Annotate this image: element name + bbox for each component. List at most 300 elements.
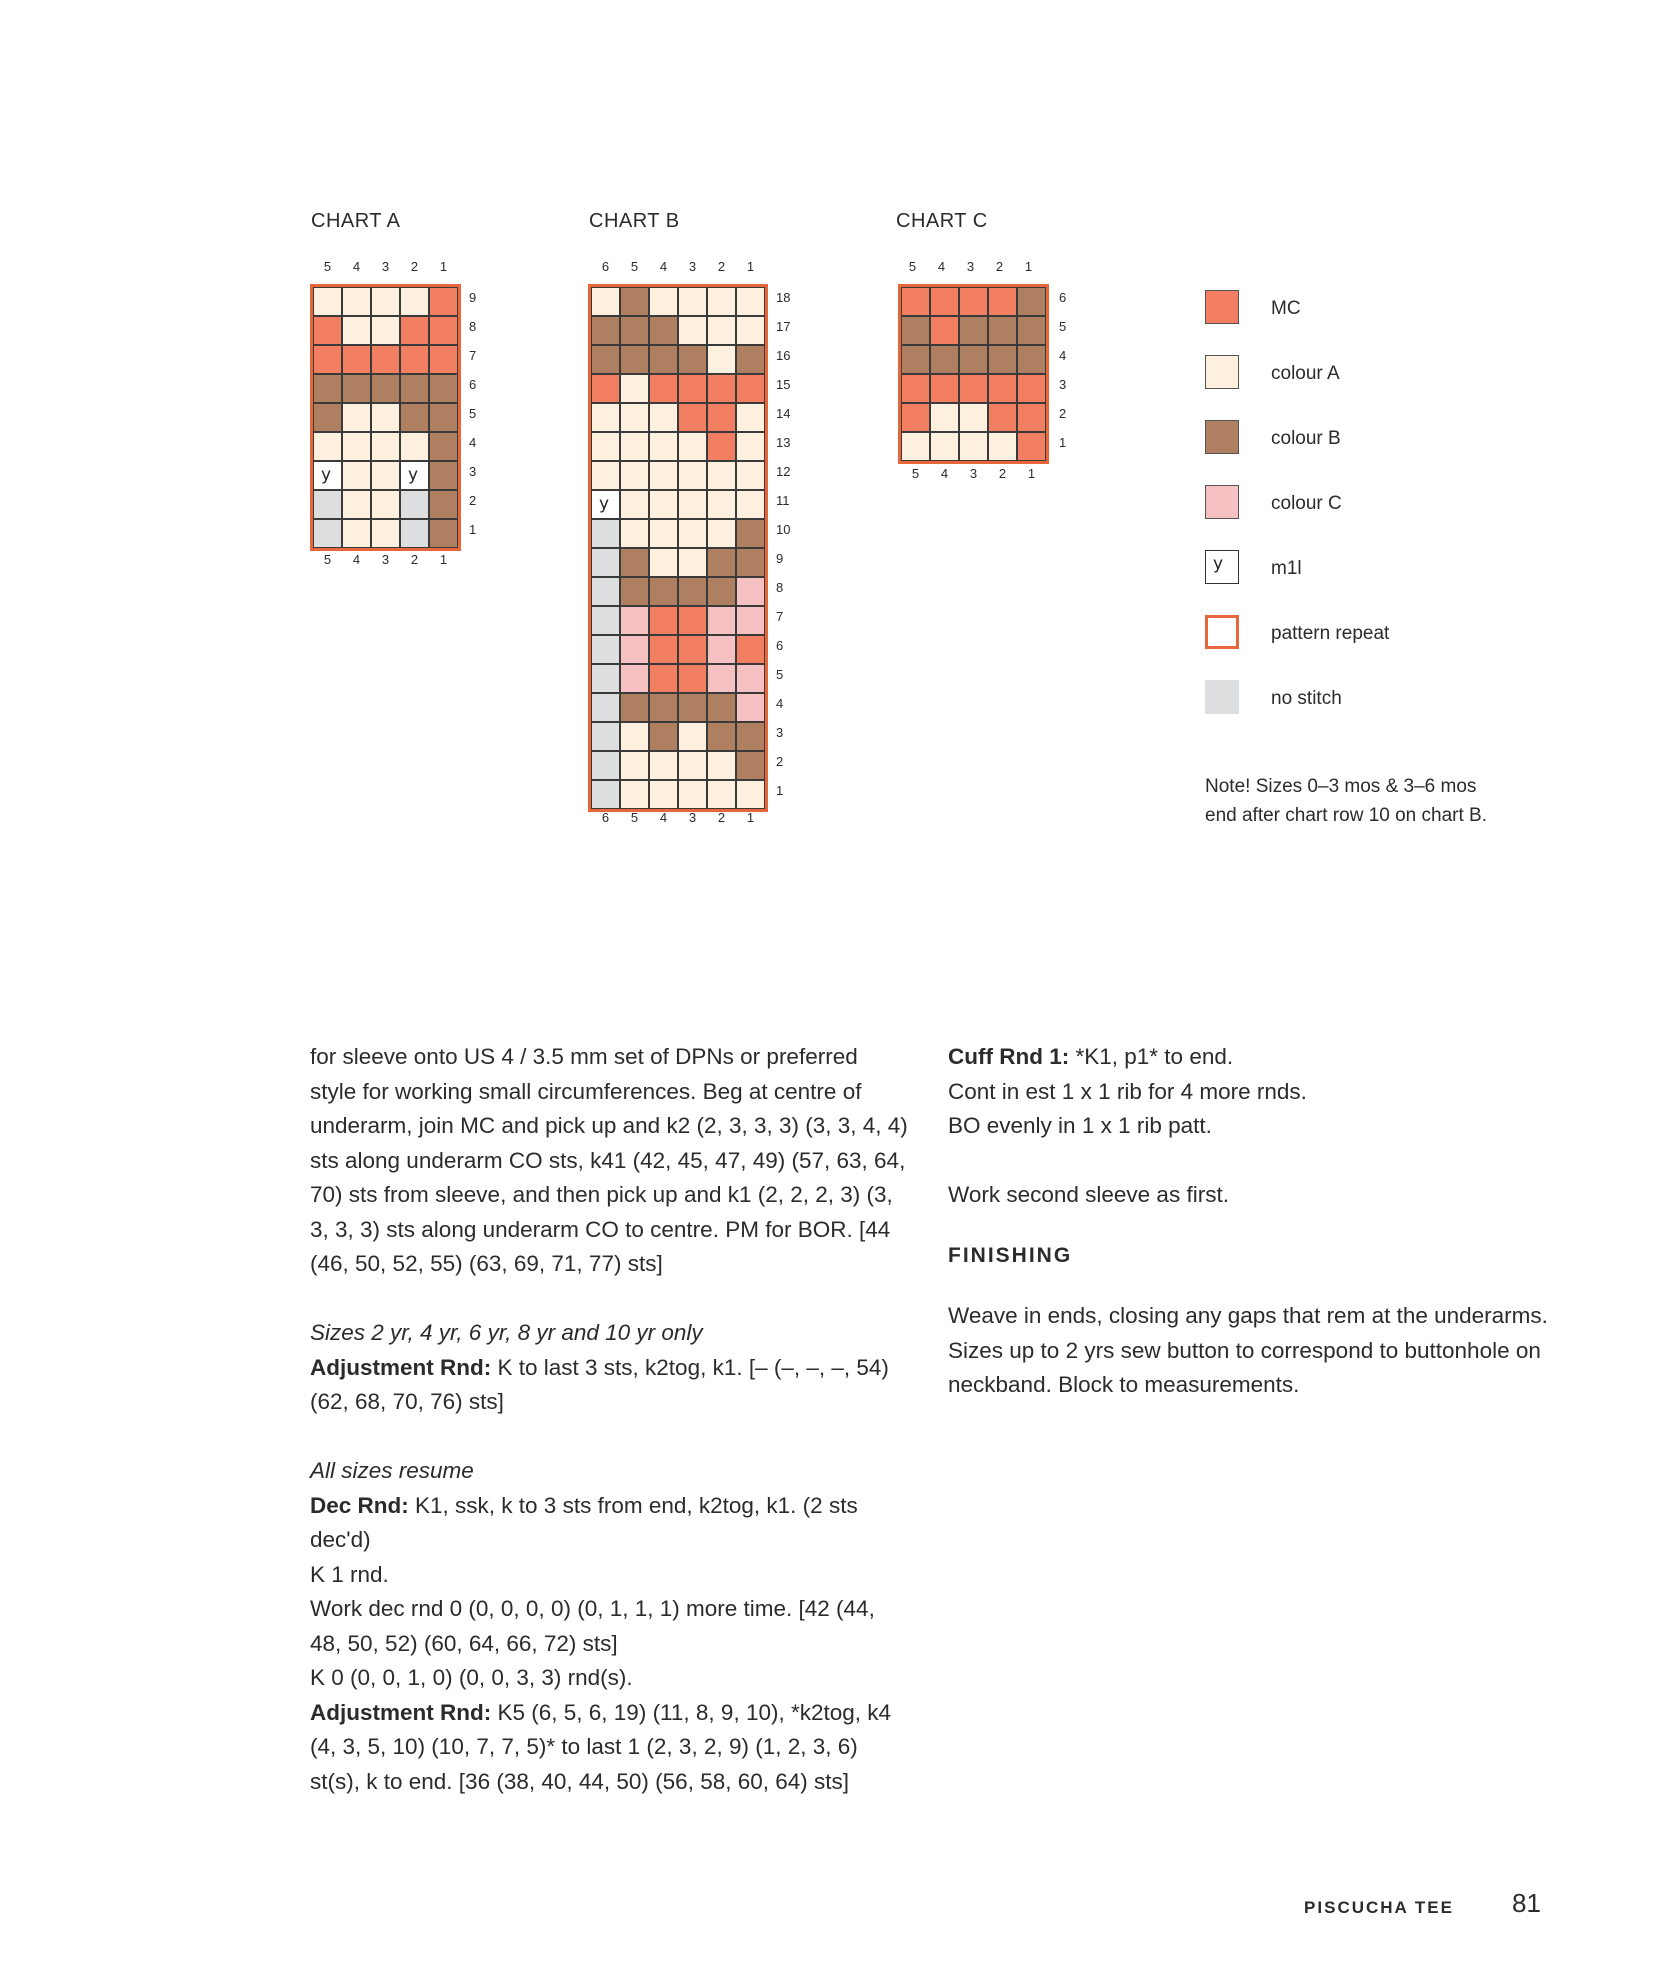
chartB-cell-r15-c3 [678,374,707,403]
chartB-cell-r7-c3 [678,606,707,635]
work-dec-rnd: Work dec rnd 0 (0, 0, 0, 0) (0, 1, 1, 1) more time. [42 (44, 48, 50, 52) (60, 64, 66, 72) sts] [310,1596,875,1656]
chartB-cell-r6-c5 [620,635,649,664]
chartC-cell-r6-c4 [930,287,959,316]
chartC-cell-r4-c1 [1017,345,1046,374]
legend-item-MC [1205,290,1605,330]
chartB-cell-r9-c2 [707,548,736,577]
chartC-row-number: 5 [1059,319,1067,334]
chartB-cell-r17-c4 [649,316,678,345]
chartA-cell-r7-c5 [313,345,342,374]
adjustment-rnd-2 [310,1696,910,1800]
chartC-row-number: 6 [1059,290,1067,305]
chartB-cell-r6-c1 [736,635,765,664]
chartB-cell-r3-c2 [707,722,736,751]
chart-c-grid [898,284,1049,464]
chartB-cell-r13-c5 [620,432,649,461]
chartA-row-number: 9 [469,290,477,305]
chartC-cell-r3-c4 [930,374,959,403]
chartB-row-number: 2 [776,754,784,769]
chartA-cell-r3-c3 [371,461,400,490]
chartC-row-number: 4 [1059,348,1067,363]
chartA-cell-r3-c1 [429,461,458,490]
chartA-cell-r1-c1 [429,519,458,548]
chartB-cell-r13-c3 [678,432,707,461]
chartA-cell-r2-c2 [400,490,429,519]
chartC-cell-r4-c3 [959,345,988,374]
adjustment-rnd-2-text: K5 (6, 5, 6, 19) (11, 8, 9, 10), *k2tog, k4 (4, 3, 5, 10) (10, 7, 7, 5)* to last 1 (2, 3, 2, 9) (1, 2, 3, 6) st(s), k to end. [36 (38, 40, 44, 50) (56, 58, 60, 64) sts] [310,1699,892,1794]
chartA-cell-r4-c2 [400,432,429,461]
chartC-cell-r1-c1 [1017,432,1046,461]
chartB-cell-r12-c1 [736,461,765,490]
legend-label: colour B [1271,428,1341,449]
chartB-row-number: 17 [776,319,791,334]
chartC-col-number: 3 [969,466,978,481]
chartA-col-number: 4 [352,259,361,274]
chartB-cell-r16-c6 [591,345,620,374]
adjustment-rnd-1-text: K to last 3 sts, k2tog, k1. [– (–, –, –, 54) (62, 68, 70, 76) sts] [310,1354,889,1414]
chartA-row-number: 8 [469,319,477,334]
chartB-cell-r5-c6 [591,664,620,693]
chartC-col-number: 4 [940,466,949,481]
chartA-cell-r9-c3 [371,287,400,316]
chartB-col-number: 1 [746,810,755,825]
chartA-cell-r6-c5 [313,374,342,403]
chartB-cell-r12-c4 [649,461,678,490]
chartB-cell-r4-c4 [649,693,678,722]
chartB-cell-r2-c5 [620,751,649,780]
chartB-cell-r13-c4 [649,432,678,461]
chartA-cell-r2-c3 [371,490,400,519]
chartA-cell-r5-c2 [400,403,429,432]
chartB-cell-r14-c2 [707,403,736,432]
chartB-row-number: 6 [776,638,784,653]
chartB-col-number: 6 [601,259,610,274]
chartB-cell-r18-c2 [707,287,736,316]
chartB-cell-r10-c2 [707,519,736,548]
chartB-row-number: 7 [776,609,784,624]
chartA-cell-r1-c4 [342,519,371,548]
chartB-cell-r18-c6 [591,287,620,316]
legend-item-colour-B [1205,420,1605,460]
chartB-cell-r13-c1 [736,432,765,461]
chartC-cell-r3-c5 [901,374,930,403]
chartB-row-number: 12 [776,464,791,479]
chartB-cell-r12-c6 [591,461,620,490]
chartC-cell-r5-c3 [959,316,988,345]
chartB-cell-r17-c1 [736,316,765,345]
chartB-cell-r17-c6 [591,316,620,345]
chartA-cell-r6-c3 [371,374,400,403]
chartA-cell-r7-c3 [371,345,400,374]
chartA-row-number: 2 [469,493,477,508]
cuff-rnd-text: *K1, p1* to end. [1069,1044,1234,1069]
dec-rnd [310,1489,910,1558]
left-text-column [310,1040,910,1799]
chartC-cell-r2-c1 [1017,403,1046,432]
chartB-cell-r3-c5 [620,722,649,751]
chartB-cell-r10-c6 [591,519,620,548]
chartB-cell-r7-c5 [620,606,649,635]
chartB-row-number: 11 [776,493,790,508]
adjustment-rnd-1 [310,1351,910,1420]
chartB-cell-r11-c5 [620,490,649,519]
chartC-col-number: 2 [998,466,1007,481]
chartA-col-number: 4 [352,552,361,567]
chartC-cell-r4-c5 [901,345,930,374]
chartB-cell-r17-c2 [707,316,736,345]
chartB-cell-r8-c1 [736,577,765,606]
chartB-cell-r16-c4 [649,345,678,374]
note-line-1: Note! Sizes 0–3 mos & 3–6 mos [1205,776,1477,797]
chartA-cell-r1-c5 [313,519,342,548]
chartB-cell-r9-c5 [620,548,649,577]
chartC-cell-r6-c1 [1017,287,1046,316]
cuff-rnd-label: Cuff Rnd 1: [948,1044,1070,1069]
chartB-cell-r14-c1 [736,403,765,432]
note-line-2: end after chart row 10 on chart B. [1205,805,1487,826]
chart-a-title: CHART A [311,210,401,232]
chartB-cell-r10-c5 [620,519,649,548]
legend-swatch [1205,680,1239,714]
chartB-cell-r14-c6 [591,403,620,432]
chartC-col-number: 1 [1024,259,1033,274]
chartB-cell-r5-c3 [678,664,707,693]
chartB-row-number: 18 [776,290,791,305]
chartB-cell-r3-c1 [736,722,765,751]
chartC-cell-r1-c4 [930,432,959,461]
chartB-col-number: 5 [630,810,639,825]
chartB-cell-r2-c2 [707,751,736,780]
legend-item-m1l [1205,550,1605,590]
chartA-cell-r5-c3 [371,403,400,432]
chartB-cell-r16-c3 [678,345,707,374]
chartC-col-number: 5 [908,259,917,274]
adjustment-rnd-2-label: Adjustment Rnd: [310,1699,492,1725]
chartB-cell-r1-c5 [620,780,649,809]
chartB-cell-r16-c2 [707,345,736,374]
chartA-row-number: 3 [469,464,477,479]
chartB-cell-r8-c5 [620,577,649,606]
chartC-cell-r6-c2 [988,287,1017,316]
chartC-cell-r6-c3 [959,287,988,316]
sizes-subheading: Sizes 2 yr, 4 yr, 6 yr, 8 yr and 10 yr only [310,1320,703,1345]
chartB-cell-r1-c1 [736,780,765,809]
chartA-cell-r4-c5 [313,432,342,461]
finishing-text: Weave in ends, closing any gaps that rem at the underarms. Sizes up to 2 yrs sew button to correspond to buttonhole on neckband. Block to measurements. [948,1303,1548,1397]
chartB-cell-r15-c1 [736,374,765,403]
chartC-cell-r6-c5 [901,287,930,316]
chartA-cell-r4-c3 [371,432,400,461]
chartA-col-number: 5 [323,259,332,274]
chartB-row-number: 14 [776,406,791,421]
chartA-cell-r9-c4 [342,287,371,316]
chartC-cell-r5-c1 [1017,316,1046,345]
chartB-cell-r10-c4 [649,519,678,548]
chart-note [1205,772,1487,830]
chartB-row-number: 3 [776,725,784,740]
page-number: 81 [1512,1888,1541,1918]
k0-rnds: K 0 (0, 0, 1, 0) (0, 0, 3, 3) rnd(s). [310,1665,633,1690]
chartA-cell-r7-c1 [429,345,458,374]
second-sleeve: Work second sleeve as first. [948,1182,1229,1207]
chartB-row-number: 15 [776,377,791,392]
chartB-cell-r2-c4 [649,751,678,780]
chartB-cell-r4-c3 [678,693,707,722]
chartA-cell-r5-c5 [313,403,342,432]
legend-item-pattern-repeat [1205,615,1605,655]
chartB-cell-r5-c1 [736,664,765,693]
cuff-rnd [948,1040,1548,1075]
chartC-cell-r2-c2 [988,403,1017,432]
chartA-cell-r2-c1 [429,490,458,519]
chartC-cell-r5-c5 [901,316,930,345]
chartA-cell-r6-c4 [342,374,371,403]
legend-label: colour C [1271,493,1342,514]
chartA-col-number: 1 [439,259,448,274]
chartB-cell-r6-c4 [649,635,678,664]
chartB-row-number: 8 [776,580,784,595]
legend-label: MC [1271,298,1301,319]
chartA-cell-r3-c5 [313,461,342,490]
chartB-cell-r6-c2 [707,635,736,664]
chartC-cell-r1-c2 [988,432,1017,461]
chartB-cell-r8-c4 [649,577,678,606]
chartB-cell-r2-c1 [736,751,765,780]
chartB-cell-r8-c2 [707,577,736,606]
chartB-cell-r8-c3 [678,577,707,606]
chartB-cell-r14-c4 [649,403,678,432]
chartB-cell-r7-c4 [649,606,678,635]
chartA-cell-r1-c2 [400,519,429,548]
chartB-cell-r10-c1 [736,519,765,548]
chartB-cell-r11-c4 [649,490,678,519]
chartB-row-number: 10 [776,522,791,537]
chartB-cell-r3-c6 [591,722,620,751]
chartB-col-number: 4 [659,810,668,825]
chartA-cell-r3-c4 [342,461,371,490]
chartB-cell-r9-c6 [591,548,620,577]
chartC-cell-r5-c4 [930,316,959,345]
chartC-cell-r4-c2 [988,345,1017,374]
chartA-cell-r2-c5 [313,490,342,519]
chartB-cell-r6-c6 [591,635,620,664]
sleeve-pickup-paragraph: for sleeve onto US 4 / 3.5 mm set of DPNs or preferred style for working small circumferences. Beg at centre of underarm, join MC and pick up and k2 (2, 3, 3, 3) (3, 3, 4, 4) sts along underarm CO sts, k41 (42, 45, 47, 49) (57, 63, 64, 70) sts from sleeve, and then pick up and k1 (2, 2, 2, 3) (3, 3, 3, 3) sts along underarm CO to centre. PM for BOR. [44 (46, 50, 52, 55) (63, 69, 71, 77) sts] [310,1044,908,1276]
chartB-cell-r1-c6 [591,780,620,809]
chartB-cell-r7-c6 [591,606,620,635]
chartC-col-number: 1 [1027,466,1036,481]
chartC-cell-r3-c1 [1017,374,1046,403]
chartB-cell-r11-c1 [736,490,765,519]
adjustment-rnd-1-label: Adjustment Rnd: [310,1354,492,1380]
chartA-col-number: 3 [381,552,390,567]
chartB-cell-r1-c3 [678,780,707,809]
chartB-cell-r18-c3 [678,287,707,316]
chartB-cell-r14-c5 [620,403,649,432]
chartA-cell-r8-c5 [313,316,342,345]
chartC-cell-r2-c3 [959,403,988,432]
chartA-cell-r8-c3 [371,316,400,345]
chartB-cell-r1-c4 [649,780,678,809]
chartA-cell-r6-c1 [429,374,458,403]
chartC-cell-r4-c4 [930,345,959,374]
chartB-cell-r18-c5 [620,287,649,316]
chartB-cell-r3-c4 [649,722,678,751]
chartB-col-number: 3 [688,810,697,825]
legend-swatch [1205,420,1239,454]
chartB-cell-r11-c2 [707,490,736,519]
chartB-cell-r7-c2 [707,606,736,635]
legend-item-colour-A [1205,355,1605,395]
chartB-cell-r13-c2 [707,432,736,461]
chartA-cell-r4-c4 [342,432,371,461]
chartB-cell-r11-c6 [591,490,620,519]
legend-swatch [1205,290,1239,324]
chartA-row-number: 4 [469,435,477,450]
chartC-col-number: 5 [911,466,920,481]
chartA-row-number: 1 [469,522,477,537]
chartB-cell-r15-c2 [707,374,736,403]
chartB-col-number: 2 [717,259,726,274]
k1-rnd: K 1 rnd. [310,1561,389,1587]
chartA-row-number: 6 [469,377,477,392]
chartA-cell-r9-c1 [429,287,458,316]
chartC-cell-r2-c5 [901,403,930,432]
chartB-cell-r16-c5 [620,345,649,374]
chartB-col-number: 1 [746,259,755,274]
chartA-col-number: 2 [410,552,419,567]
cont-rib: Cont in est 1 x 1 rib for 4 more rnds. [948,1078,1307,1104]
chart-b-title: CHART B [589,210,680,232]
chart-b-grid [588,284,768,812]
chartB-row-number: 4 [776,696,784,711]
chartA-col-number: 2 [410,259,419,274]
chartB-cell-r2-c6 [591,751,620,780]
chartB-cell-r9-c3 [678,548,707,577]
chartA-row-number: 7 [469,348,477,363]
chartA-cell-r1-c3 [371,519,400,548]
chartB-cell-r15-c6 [591,374,620,403]
chartB-cell-r18-c4 [649,287,678,316]
chartC-col-number: 3 [966,259,975,274]
chartB-cell-r16-c1 [736,345,765,374]
chartB-cell-r1-c2 [707,780,736,809]
chartA-cell-r9-c5 [313,287,342,316]
chartC-cell-r1-c5 [901,432,930,461]
chartA-cell-r8-c4 [342,316,371,345]
legend-swatch [1205,355,1239,389]
chartA-cell-r7-c2 [400,345,429,374]
legend-swatch [1205,550,1239,584]
chartB-col-number: 4 [659,259,668,274]
chartA-cell-r5-c1 [429,403,458,432]
dec-rnd-label: Dec Rnd: [310,1492,409,1518]
bind-off: BO evenly in 1 x 1 rib patt. [948,1113,1212,1138]
chartA-cell-r9-c2 [400,287,429,316]
legend-label: m1l [1271,558,1302,579]
chartB-row-number: 9 [776,551,784,566]
chartB-row-number: 16 [776,348,791,363]
chartB-cell-r12-c2 [707,461,736,490]
chartB-cell-r13-c6 [591,432,620,461]
chartA-cell-r6-c2 [400,374,429,403]
chartB-cell-r5-c5 [620,664,649,693]
chartB-cell-r17-c3 [678,316,707,345]
chartC-cell-r3-c2 [988,374,1017,403]
chartB-cell-r17-c5 [620,316,649,345]
chartC-cell-r5-c2 [988,316,1017,345]
legend-label: pattern repeat [1271,623,1390,644]
chartB-row-number: 5 [776,667,784,682]
chartB-cell-r14-c3 [678,403,707,432]
chartC-row-number: 3 [1059,377,1067,392]
chartC-cell-r1-c3 [959,432,988,461]
chartC-cell-r3-c3 [959,374,988,403]
chartB-col-number: 5 [630,259,639,274]
chartB-col-number: 2 [717,810,726,825]
chartC-cell-r2-c4 [930,403,959,432]
legend-item-no-stitch [1205,680,1605,720]
chartB-cell-r6-c3 [678,635,707,664]
chartB-cell-r18-c1 [736,287,765,316]
chartB-cell-r4-c5 [620,693,649,722]
chartB-cell-r11-c3 [678,490,707,519]
all-sizes-subheading: All sizes resume [310,1458,474,1483]
chartB-row-number: 1 [776,783,784,798]
legend-swatch [1205,485,1239,519]
finishing-heading: FINISHING [948,1243,1073,1267]
chartA-cell-r8-c2 [400,316,429,345]
chartB-cell-r2-c3 [678,751,707,780]
footer-pattern-title: PISCUCHA TEE [1304,1898,1454,1917]
chartB-cell-r15-c5 [620,374,649,403]
legend-label: no stitch [1271,688,1342,709]
chartB-cell-r4-c2 [707,693,736,722]
chartB-cell-r9-c1 [736,548,765,577]
chartB-cell-r5-c2 [707,664,736,693]
chartC-col-number: 4 [937,259,946,274]
chartB-cell-r12-c3 [678,461,707,490]
chartC-row-number: 1 [1059,435,1067,450]
chartA-cell-r2-c4 [342,490,371,519]
chartA-col-number: 3 [381,259,390,274]
chartB-row-number: 13 [776,435,791,450]
chartA-cell-r5-c4 [342,403,371,432]
chartA-cell-r3-c2 [400,461,429,490]
chartA-cell-r7-c4 [342,345,371,374]
chartA-row-number: 5 [469,406,477,421]
chart-a-grid [310,284,461,551]
chartB-cell-r10-c3 [678,519,707,548]
right-text-column [948,1040,1548,1403]
chartB-cell-r4-c6 [591,693,620,722]
chartB-cell-r5-c4 [649,664,678,693]
chartB-cell-r15-c4 [649,374,678,403]
chartB-cell-r9-c4 [649,548,678,577]
chartC-row-number: 2 [1059,406,1067,421]
chartA-col-number: 1 [439,552,448,567]
chartB-cell-r3-c3 [678,722,707,751]
chartB-cell-r12-c5 [620,461,649,490]
chartB-cell-r4-c1 [736,693,765,722]
chartA-cell-r8-c1 [429,316,458,345]
chartB-cell-r7-c1 [736,606,765,635]
legend-label: colour A [1271,363,1340,384]
chartA-col-number: 5 [323,552,332,567]
chartA-cell-r4-c1 [429,432,458,461]
legend-swatch [1205,615,1239,649]
chartB-cell-r8-c6 [591,577,620,606]
legend-item-colour-C [1205,485,1605,525]
